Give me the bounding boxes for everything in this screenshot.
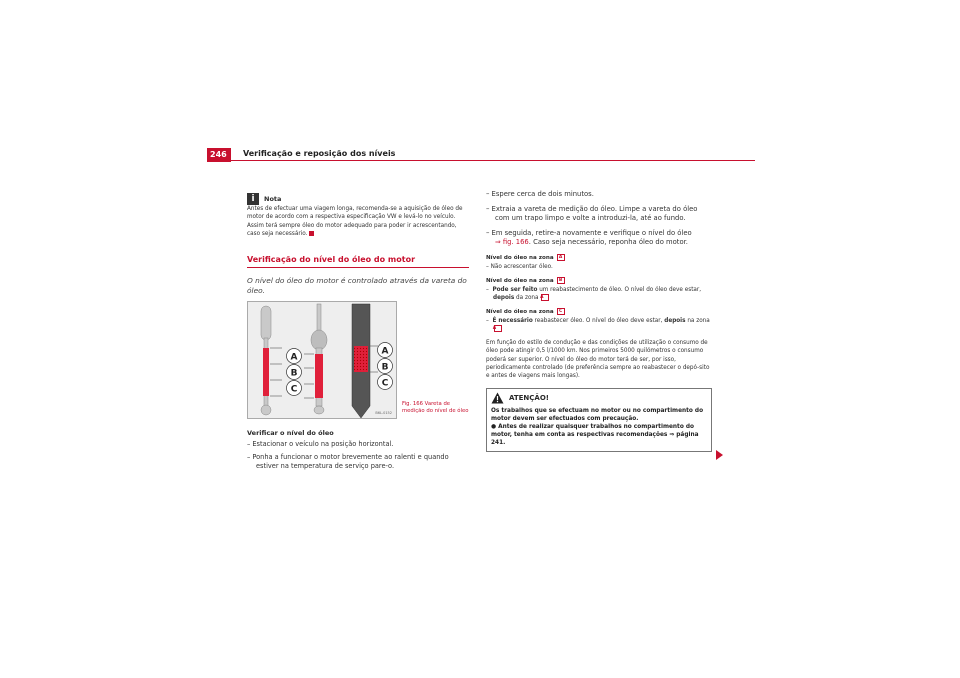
figure-code: B6L-0152 xyxy=(375,411,392,416)
check-heading: Verificar o nível do óleo xyxy=(247,429,334,438)
warning-icon xyxy=(491,392,504,404)
zone-label: C xyxy=(290,384,298,395)
warning-box xyxy=(486,388,712,452)
level-c-heading: Nível do óleo na zona C xyxy=(486,308,712,315)
end-mark-icon xyxy=(309,231,314,236)
zone-label: C xyxy=(381,378,389,389)
section-title: Verificação do nível do óleo do motor xyxy=(247,255,469,268)
chapter-title: Verificação e reposição dos níveis xyxy=(243,149,396,158)
note-title: Nota xyxy=(264,195,282,203)
note-icon: i xyxy=(247,193,259,205)
zone-c-badge: C xyxy=(557,308,565,315)
level-a-item: – Não acrescentar óleo. xyxy=(486,263,553,270)
right-column xyxy=(486,190,712,452)
header-rule xyxy=(207,160,755,161)
dipstick-illustration xyxy=(247,301,397,419)
warning-p2: ● Antes de realizar quaisquer trabalhos no compartimento do motor, tenha em conta as respectivas recomendações ⇒ página 241. xyxy=(491,424,699,447)
left-column xyxy=(247,193,469,471)
zone-a-badge: A xyxy=(557,254,565,261)
note-header xyxy=(247,193,469,205)
step-recheck: – Em seguida, retire-a novamente e verifique o nível do óleo ⇒ fig. 166. Caso seja necessário, reponha óleo do motor. xyxy=(486,228,692,247)
zone-b-badge: B xyxy=(557,277,565,284)
warning-header xyxy=(491,392,707,404)
level-c-item: – É necessário reabastecer óleo. O nível do óleo deve estar, depois na zona A xyxy=(486,317,710,331)
warning-title: ATENÇÃO! xyxy=(509,394,549,403)
page-link[interactable]: ⇒ página 241. xyxy=(491,432,699,447)
zone-a-badge: A xyxy=(494,325,502,332)
warning-p1: Os trabalhos que se efectuam no motor ou no compartimento do motor devem ser efectuados com precaução. xyxy=(491,408,704,423)
note-text: Antes de efectuar uma viagem longa, recomenda-se a aquisição de óleo de motor de acordo com a respectiva especificação VW e levá-lo no veículo. Assim terá sempre óleo do motor adequado para poder ir acrescentando, caso seja necessário. xyxy=(247,206,463,237)
dipstick-svg xyxy=(248,302,397,419)
section-intro: O nível do óleo do motor é controlado através da vareta do óleo. xyxy=(247,276,467,296)
check-step: – Ponha a funcionar o motor brevemente ao ralenti e quando estiver na temperatura de serviço pare-o. xyxy=(247,452,449,470)
figure-link[interactable]: ⇒ fig. 166 xyxy=(495,238,529,247)
figure xyxy=(247,301,469,421)
page-header xyxy=(207,148,755,160)
level-b-item: – Pode ser feito um reabastecimento de óleo. O nível do óleo deve estar, depois da zona A xyxy=(486,286,702,301)
consumption-text: Em função do estilo de condução e das condições de utilização o consumo de óleo pode atingir 0,5 l/1000 km. Nos primeiros 5000 quilómetros o consumo poderá ser superior. O nível do óleo do motor terá de ser, por isso, periodicamente controlado (de preferência sempre ao reabastecer o depó-sito e antes de viagens mais longas). xyxy=(486,339,710,380)
continue-arrow-icon xyxy=(716,450,723,460)
zone-label: A xyxy=(290,352,298,363)
figure-caption: Fig. 166 Vareta de medição do nível de óleo xyxy=(402,401,469,415)
check-step: – Estacionar o veículo na posição horizontal. xyxy=(247,440,394,449)
level-a-heading: Nível do óleo na zona A xyxy=(486,254,712,261)
zone-label: A xyxy=(381,346,389,357)
zone-a-badge: A xyxy=(541,294,549,301)
zone-label: B xyxy=(290,368,298,379)
step-wait: – Espere cerca de dois minutos. xyxy=(486,190,594,198)
page-number: 246 xyxy=(207,148,231,162)
level-b-heading: Nível do óleo na zona B xyxy=(486,277,712,284)
step-extract: – Extraia a vareta de medição do óleo. Limpe a vareta do óleo com um trapo limpo e volte a introduzi-la, até ao fundo. xyxy=(486,204,698,223)
zone-label: B xyxy=(381,362,389,373)
